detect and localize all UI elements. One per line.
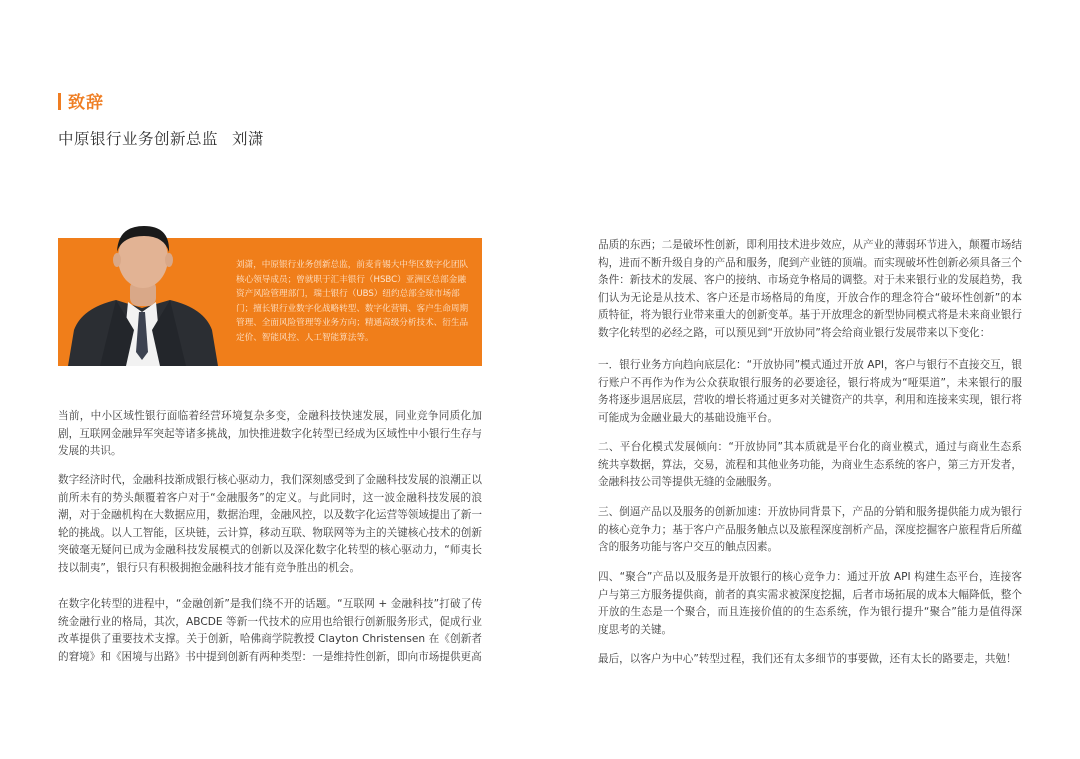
left-paragraph-1: 当前，中小区域性银行面临着经营环境复杂多变，金融科技快速发展，同业竞争同质化加剧，互联网金融异军突起等诸多挑战，加快推进数字化转型已经成为区域性中小银行生存与发展的共识。	[58, 410, 482, 458]
page-subtitle	[58, 127, 264, 149]
subtitle-role: 中原银行业务创新总监	[58, 130, 219, 148]
section-heading	[58, 88, 104, 113]
accent-bar	[58, 93, 61, 110]
profile-bio: 刘潇，中原银行业务创新总监，前麦肯锡大中华区数字化团队核心领导成员；曾就职于汇丰银行（HSBC）亚洲区总部金融资产风险管理部门，瑞士银行（UBS）纽约总部全球市场部门；擅长银行业数字化战略转型、数字化营销、客户生命周期管理、全面风险管理等业务方向；精通高级分析技术、衍生品定价、智能风控、人工智能算法等。	[236, 260, 469, 343]
right-paragraph-6: 最后，以客户为中心”转型过程，我们还有太多细节的事要做，还有太长的路要走，共勉！	[598, 653, 1017, 665]
right-paragraph-1: 品质的东西；二是破坏性创新，即利用技术进步效应，从产业的薄弱环节进入，颠覆市场结构，进而不断升级自身的产品和服务，爬到产业链的顶端。而实现破坏性创新必须具备三个条件：新技术的发展、客户的接纳、市场竞争格局的调整。对于未来银行业的发展趋势，我们认为无论是从技术、客户还是市场格局的角度，开放合作的理念符合“破坏性创新”的本质特征，将为银行业带来重大的创新变革。基于开放理念的新型协同模式将是未来商业银行数字化转型的必经之路，可以预见到“开放协同”将会给商业银行发展带来以下变化：	[598, 239, 1022, 339]
right-paragraph-5: 四、“聚合”产品以及服务是开放银行的核心竞争力：通过开放 API 构建生态平台，连接客户与第三方服务提供商，前者的真实需求被深度挖掘，后者市场拓展的成本大幅降低，整个开放的生态是一个聚合，而且连接价值的的生态系统，作为银行提升“聚合”能力是值得深度思考的关键。	[598, 571, 1022, 636]
portrait-photo	[60, 212, 226, 366]
left-paragraph-3: 在数字化转型的进程中，“金融创新”是我们绕不开的话题。“互联网 + 金融科技”打破了传统金融行业的格局，其次，ABCDE 等新一代技术的应用也给银行创新服务形式，促成行业改革提供了重要技术支撑。关于创新，哈佛商学院教授 Clayton Christensen 在《创新者的窘境》和《困境与出路》书中提到创新有两种类型：一是维持性创新，即向市场提供更高	[58, 598, 482, 663]
right-paragraph-2: 一．银行业务方向趋向底层化：“开放协同”模式通过开放 API，客户与银行不直接交互，银行账户不再作为作为公众获取银行服务的必要途径，银行将成为“哑渠道”，未来银行的服务将逐步退居底层，营收的增长将通过更多对关键资产的共享，利用和连接来实现，银行将可能成为金融业最大的基础设施平台。	[598, 359, 1022, 424]
right-paragraph-4: 三、倒逼产品以及服务的创新加速：开放协同背景下，产品的分销和服务提供能力成为银行的核心竞争力；基于客户产品服务触点以及旅程深度剖析产品，深度挖掘客户旅程背后所蕴含的服务功能与客户交互的触点因素。	[598, 506, 1022, 554]
left-paragraph-2: 数字经济时代，金融科技渐成银行核心驱动力，我们深刻感受到了金融科技发展的浪潮正以前所未有的势头颠覆着客户对于“金融服务”的定义。与此同时，这一波金融科技发展的浪潮，对于金融机构在大数据应用，数据治理，金融风控，以及数字化运营等领域提出了新一轮的挑战。以人工智能，区块链，云计算，移动互联、物联网等为主的关键核心技术的创新突破毫无疑问已成为金融科技发展模式的创新以及深化数字化转型的核心驱动力，“师夷长技以制夷”，银行只有积极拥抱金融科技才能有竞争胜出的机会。	[58, 474, 482, 574]
subtitle-name: 刘潇	[232, 130, 265, 148]
section-title: 致辞	[68, 93, 104, 113]
right-paragraph-3: 二、平台化模式发展倾向：“开放协同”其本质就是平台化的商业模式，通过与商业生态系统共享数据，算法，交易，流程和其他业务功能，为商业生态系统的客户，第三方开发者，金融科技公司等提供无缝的金融服务。	[598, 441, 1022, 489]
